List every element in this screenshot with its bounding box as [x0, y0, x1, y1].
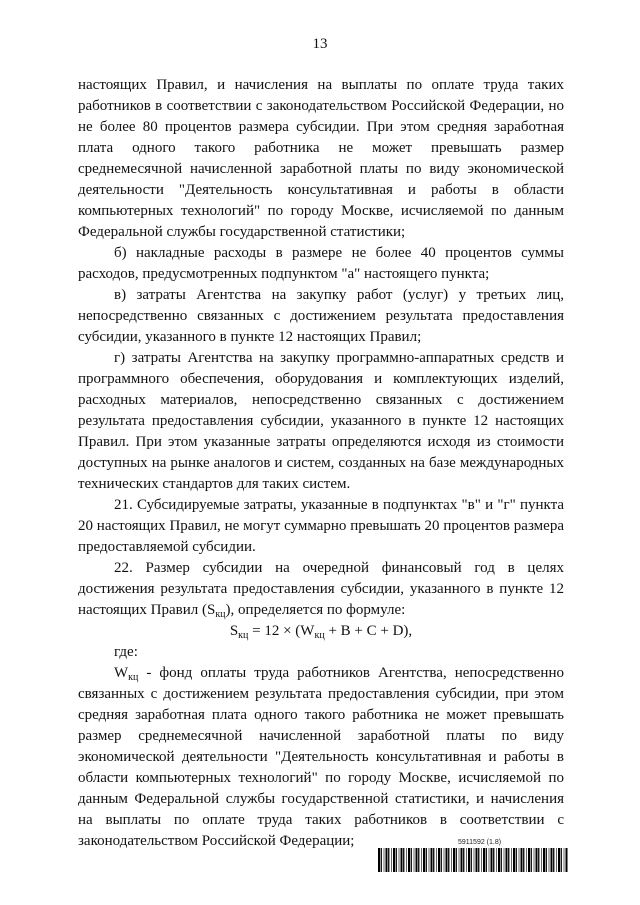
paragraph-21: 21. Субсидируемые затраты, указанные в подпунктах "в" и "г" пункта 20 настоящих Правил, не могут суммарно превышать 20 процентов размера предоставляемой субсидии. — [78, 497, 564, 555]
paragraph-22-subscript: кц — [215, 609, 226, 620]
formula-w-subscript: кц — [314, 630, 325, 641]
paragraph-22 — [78, 558, 564, 621]
document-code: 5911592 (1.8) — [458, 839, 502, 846]
paragraph-22-text: 22. Размер субсидии на очередной финансовый год в целях достижения результата предоставления субсидии, указанного в пункте 12 настоящих Правил (S — [78, 560, 564, 618]
document-body — [78, 75, 564, 852]
barcode-image — [378, 848, 568, 872]
page-number: 13 — [312, 36, 328, 52]
w-symbol: W — [114, 665, 129, 681]
formula — [78, 621, 564, 642]
w-definition — [78, 663, 564, 852]
paragraph-continuation: настоящих Правил, и начисления на выплаты по оплате труда таких работников в соответствии с законодательством Российской Федерации, но не более 80 процентов размера субсидии. При этом средняя заработная плата одного такого работника не может превышать размер среднемесячной начисленной заработной платы по виду экономической деятельности "Деятельность консультативная и работы в области компьютерных технологий" по городу Москве, исчисляемой по данным Федеральной службы государственной статистики; — [78, 77, 564, 240]
formula-lhs: S — [229, 623, 239, 639]
paragraph-g: г) затраты Агентства на закупку программно-аппаратных средств и программного обеспечения, оборудования и комплектующих изделий, расходных материалов, непосредственно связанных с достижением результата предоставления субсидии, указанного в пункте 12 настоящих Правил. При этом указанные затраты определяются исходя из стоимости доступных на рынке аналогов и систем, созданных на базе международных технических стандартов для таких систем. — [78, 350, 564, 492]
paragraph-22-tail: ), определяется по формуле: — [225, 602, 406, 618]
w-definition-text: - фонд оплаты труда работников Агентства, непосредственно связанных с достижением результата предоставления субсидии, при этом средняя заработная плата одного такого работника не может превышать размер среднемесячной начисленной заработной платы по виду экономической деятельности "Деятельность консультативная и работы в области компьютерных технологий" по городу Москве, исчисляемой по данным Федеральной службы государственной статистики, и начисления на выплаты по оплате труда таких работников в соответствии с законодательством Российской Федерации; — [78, 665, 564, 849]
paragraph-b: б) накладные расходы в размере не более 40 процентов суммы расходов, предусмотренных подпунктом "а" настоящего пункта; — [78, 245, 564, 282]
formula-mid: = 12 × (W — [248, 623, 315, 639]
formula-rhs: + B + C + D), — [324, 623, 413, 639]
w-symbol-subscript: кц — [128, 672, 139, 683]
formula-lhs-subscript: кц — [238, 630, 249, 641]
where-label: где: — [114, 644, 138, 660]
paragraph-v: в) затраты Агентства на закупку работ (услуг) у третьих лиц, непосредственно связанных с достижением результата предоставления субсидии, указанного в пункте 12 настоящих Правил; — [78, 287, 564, 345]
